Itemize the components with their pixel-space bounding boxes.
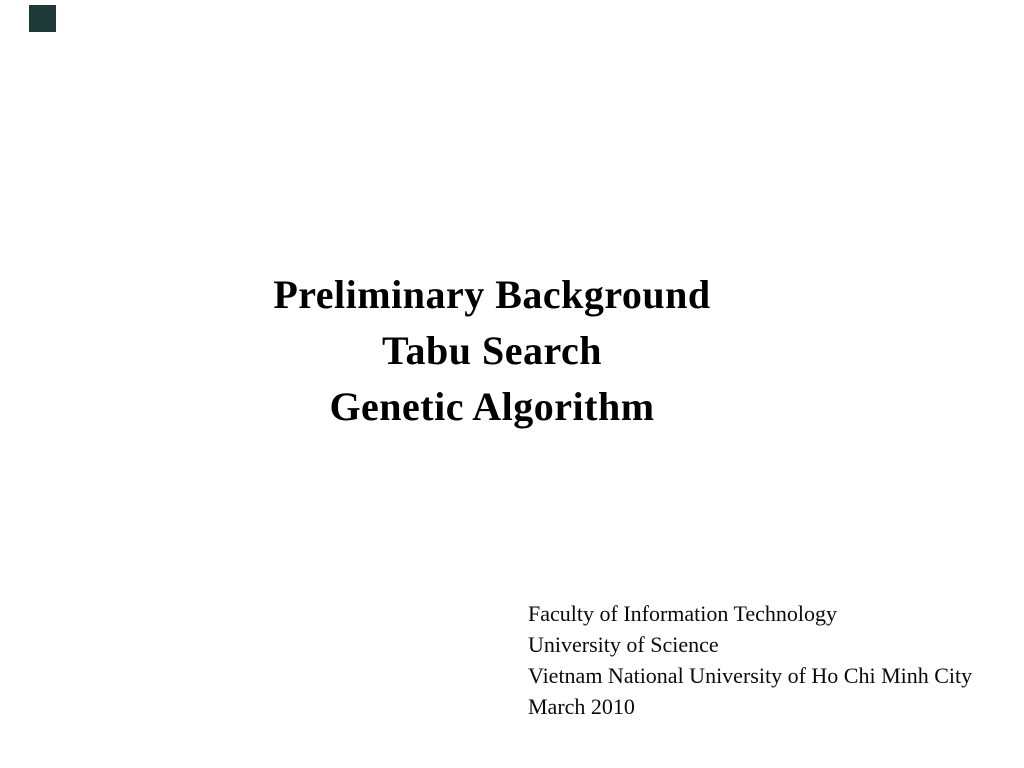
corner-decoration-square [29,5,56,32]
credits-faculty: Faculty of Information Technology [528,601,838,626]
credits-date: March 2010 [528,694,635,719]
credits-national-university: Vietnam National University of Ho Chi Minh City [528,663,973,688]
credits-university: University of Science [528,632,719,657]
slide-title-line-1: Preliminary Background [273,272,711,317]
slide-title-line-3: Genetic Algorithm [329,384,655,429]
slide-title-line-2: Tabu Search [381,328,603,373]
slide-credits [528,598,972,722]
slide-title [0,267,984,435]
